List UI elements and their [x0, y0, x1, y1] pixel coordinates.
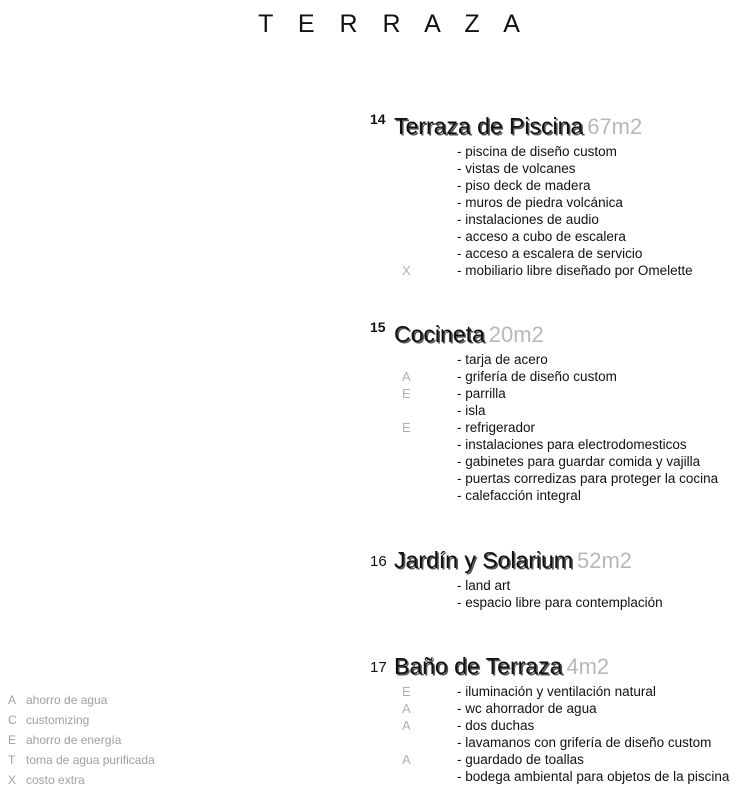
legend-item [8, 690, 155, 710]
section-number: 16 [370, 553, 387, 570]
feature-text: - muros de piedra volcánica [457, 195, 623, 210]
legend-code: A [8, 693, 17, 707]
section-title [394, 113, 642, 140]
legend-item [8, 710, 155, 730]
feature-code: E [402, 386, 411, 401]
feature-code: A [402, 701, 411, 716]
section-area: 67m2 [587, 114, 643, 139]
feature-text: - vistas de volcanes [457, 161, 576, 176]
section-title-text: Baño de Terraza [394, 653, 563, 679]
feature-code: A [402, 718, 411, 733]
feature-text: - espacio libre para contemplación [457, 595, 663, 610]
feature-code: X [402, 263, 411, 278]
feature-text: - dos duchas [457, 718, 535, 733]
feature-text: - bodega ambiental para objetos de la piscina [457, 769, 730, 784]
feature-code: E [402, 420, 411, 435]
legend [8, 690, 155, 790]
feature-text: - tarja de acero [457, 352, 548, 367]
page-title: T E R R A Z A [258, 10, 529, 38]
legend-code: C [8, 713, 17, 727]
legend-code: T [8, 753, 16, 767]
feature-text: - acceso a cubo de escalera [457, 229, 626, 244]
feature-text: - calefacción integral [457, 488, 581, 503]
legend-label: costo extra [26, 773, 85, 787]
feature-text: - piscina de diseño custom [457, 144, 617, 159]
feature-text: - isla [457, 403, 486, 418]
feature-text: - iluminación y ventilación natural [457, 684, 656, 699]
feature-code: A [402, 369, 411, 384]
feature-text: - wc ahorrador de agua [457, 701, 597, 716]
section-area: 4m2 [566, 654, 610, 679]
feature-text: - piso deck de madera [457, 178, 591, 193]
feature-text: - parrilla [457, 386, 506, 401]
legend-item [8, 770, 155, 790]
legend-label: ahorro de agua [26, 693, 108, 707]
legend-label: toma de agua purificada [26, 753, 155, 767]
feature-text: - guardado de toallas [457, 752, 584, 767]
legend-label: customizing [26, 713, 90, 727]
section-title [394, 321, 544, 348]
feature-text: - lavamanos con grifería de diseño custom [457, 735, 712, 750]
feature-text: - gabinetes para guardar comida y vajilla [457, 454, 701, 469]
legend-item [8, 750, 155, 770]
section-number: 14 [370, 111, 386, 127]
feature-text: - puertas corredizas para proteger la cocina [457, 471, 719, 486]
section-number: 17 [370, 659, 387, 676]
section-title [394, 547, 632, 574]
legend-label: ahorro de energía [26, 733, 122, 747]
feature-text: - mobiliario libre diseñado por Omelette [457, 263, 693, 278]
legend-code: E [8, 733, 17, 747]
section-area: 52m2 [576, 548, 633, 573]
feature-text: - refrigerador [457, 420, 536, 435]
feature-text: - acceso a escalera de servicio [457, 246, 643, 261]
feature-text: - land art [457, 578, 511, 593]
feature-text: - grifería de diseño custom [457, 369, 617, 384]
section-title [394, 653, 609, 680]
section-area: 20m2 [488, 322, 544, 347]
legend-code: X [8, 773, 17, 787]
feature-code: A [402, 752, 411, 767]
section-title-text: Cocineta [394, 321, 485, 347]
section-title-text: Terraza de Piscina [394, 113, 584, 139]
feature-text: - instalaciones para electrodomesticos [457, 437, 687, 452]
feature-code: E [402, 684, 411, 699]
feature-text: - instalaciones de audio [457, 212, 599, 227]
section-title-text: Jardín y Solarium [394, 547, 573, 573]
section-number: 15 [370, 319, 386, 335]
legend-item [8, 730, 155, 750]
